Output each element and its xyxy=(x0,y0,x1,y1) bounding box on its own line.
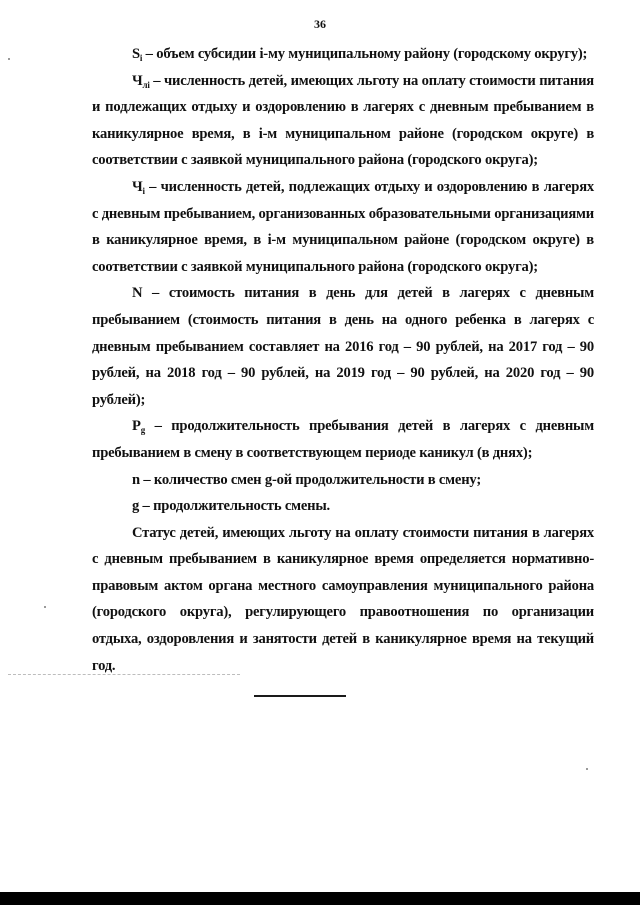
paragraph-status xyxy=(92,520,594,680)
paragraph-text: Статус детей, имеющих льготу на оплату стоимости питания в лагерях с дневным пребыванием в каникулярное время определяется нормативно-правовым актом органа местного самоуправления муниципального района (городского округа), регулирующего правоотношения по организации отдыха, оздоровления и занятости детей в каникулярное время на текущий год. xyxy=(92,524,594,674)
symbol-lead: Ч xyxy=(132,178,143,195)
paragraph-text: – стоимость питания в день для детей в лагерях с дневным пребыванием (стоимость питания в день на одного ребенка в лагерях с дневным пребыванием составляет на 2016 год – 90 рублей, на 2017 год – 90 рублей, на 2018 год – 90 рублей, на 2019 год – 90 рублей, на 2020 год – 90 рублей); xyxy=(92,285,594,408)
paragraph-text: – количество смен g-ой продолжительности в смену; xyxy=(139,471,481,488)
paragraph-n-shifts xyxy=(92,467,594,494)
paragraph-ch-i xyxy=(92,174,594,280)
symbol-lead: g xyxy=(132,498,140,515)
paragraph-g-duration xyxy=(92,493,594,520)
symbol-subscript: g xyxy=(140,425,146,436)
paragraph-text: – численность детей, подлежащих отдыху и оздоровлению в лагерях с дневным пребыванием, организованных образовательными организациями в каникулярное время, в i-м муниципальном районе (городском округе) в соответствии с заявкой муниципального района (городского округа); xyxy=(92,178,594,275)
paragraph-text: – продолжительность пребывания детей в лагерях с дневным пребыванием в смену в соответствующем периоде каникул (в днях); xyxy=(92,418,594,461)
page-number: 36 xyxy=(314,17,326,31)
symbol-subscript: i xyxy=(142,185,145,196)
scan-speck xyxy=(586,768,588,770)
paragraph-p-g xyxy=(92,413,594,466)
paragraph-ch-li xyxy=(92,68,594,174)
symbol-subscript: i xyxy=(139,53,143,63)
paragraph-text: – продолжительность смены. xyxy=(139,498,330,515)
paragraph-text: – объем субсидии i-му муниципальному району (городскому округу); xyxy=(142,46,588,62)
symbol-lead: N xyxy=(132,285,143,302)
symbol-lead: P xyxy=(132,418,141,435)
scan-speck xyxy=(8,58,10,60)
paragraph-s-i xyxy=(92,41,594,68)
symbol-lead: S xyxy=(132,46,140,62)
symbol-lead: Ч xyxy=(132,72,143,89)
symbol-subscript: лi xyxy=(142,79,150,90)
scan-speck xyxy=(44,606,46,608)
symbol-lead: n xyxy=(132,471,140,488)
paragraph-n-cost xyxy=(92,280,594,413)
end-of-text-rule xyxy=(254,695,346,697)
paragraph-text: – численность детей, имеющих льготу на оплату стоимости питания и подлежащих отдыху и оздоровлению в лагерях с дневным пребыванием в каникулярное время, в i-м муниципальном районе (городском округе) в соответствии с заявкой муниципального района (городского округа); xyxy=(92,72,594,169)
scan-artifact-line xyxy=(8,674,240,675)
scan-bottom-border xyxy=(0,892,640,905)
document-body xyxy=(92,41,594,679)
